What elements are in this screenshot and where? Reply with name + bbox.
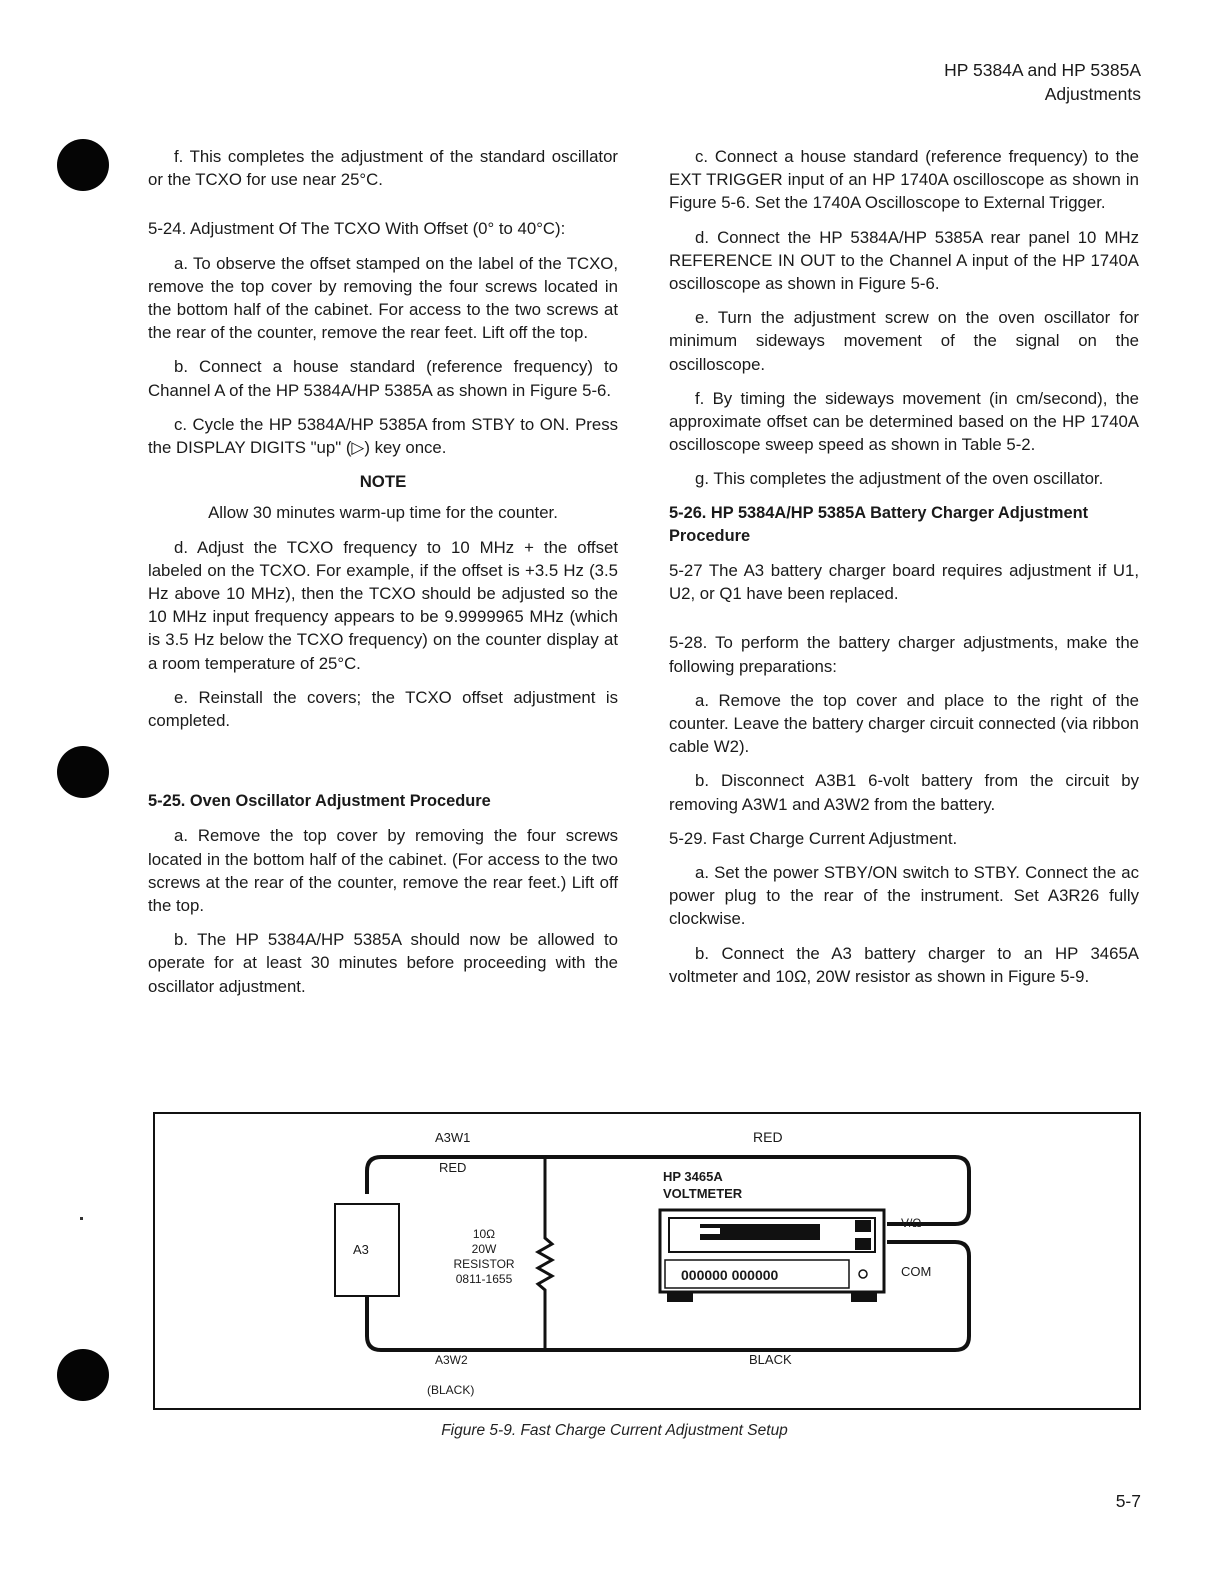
paragraph-e-reinstall-covers: e. Reinstall the covers; the TCXO offset adjustment is completed. xyxy=(148,687,618,731)
terminal-v-ohm: V/Ω xyxy=(901,1216,922,1230)
resistor-label: RESISTOR xyxy=(453,1257,515,1271)
page-number: 5-7 xyxy=(1115,1491,1141,1511)
resistor-value: 10Ω xyxy=(472,1227,496,1241)
label-red-top: RED xyxy=(753,1129,783,1145)
scan-speck xyxy=(80,1217,83,1220)
paragraph-d-adjust-tcxo: d. Adjust the TCXO frequency to 10 MHz + the offset labeled on the TCXO. For example, if the offset is +3.5 Hz (3.5 Hz above 10 MHz), then the TCXO should be adjusted so the 10 MHz input frequency appears to be 9.9999965 MHz (which is 3.5 Hz below the TCXO frequency) on the counter display at a room temperature of 25°C. xyxy=(148,537,618,673)
paragraph-f-standard-oscillator: f. This completes the adjustment of the standard oscillator or the TCXO for use near 25°C. xyxy=(148,147,618,190)
voltmeter-model: HP 3465A xyxy=(663,1169,723,1184)
header-section: Adjustments xyxy=(1044,84,1141,104)
resistor-part-number: 0811-1655 xyxy=(455,1272,513,1286)
paragraph-b-connect-house-standard: b. Connect a house standard (reference frequency) to Channel A of the HP 5384A/HP 5385A as shown in Figure 5-6. xyxy=(148,357,618,400)
terminal-com: COM xyxy=(901,1264,932,1279)
binder-hole-top xyxy=(57,139,109,191)
paragraph-a-remove-top-cover: a. Remove the top cover by removing the four screws located in the bottom half of the cabinet. (For access to the two screws at the rear of the counter, remove the rear feet.) Lift off the top. xyxy=(148,826,618,916)
paragraph-b-disconnect-battery: b. Disconnect A3B1 6-volt battery from the circuit by removing A3W1 and A3W2 from the battery. xyxy=(669,771,1139,814)
binder-hole-middle xyxy=(57,746,109,798)
paragraph-c-cycle-stby: c. Cycle the HP 5384A/HP 5385A from STBY to ON. Press the DISPLAY DIGITS "up" (▷) key once. xyxy=(148,414,618,458)
binder-hole-bottom xyxy=(57,1349,109,1401)
paragraph-a-set-power-switch: a. Set the power STBY/ON switch to STBY. Connect the ac power plug to the rear of the instrument. Set A3R26 fully clockwise. xyxy=(669,863,1139,929)
label-red-left: RED xyxy=(439,1160,467,1175)
paragraph-b-warm-up: b. The HP 5384A/HP 5385A should now be allowed to operate for at least 30 minutes before proceeding with the oscillator adjustment. xyxy=(148,930,618,996)
label-a3: A3 xyxy=(353,1242,369,1257)
paragraph-e-turn-adjustment-screw: e. Turn the adjustment screw on the oven oscillator for minimum sideways movement of the signal on the oscilloscope. xyxy=(669,308,1139,374)
paragraph-a-observe-offset: a. To observe the offset stamped on the label of the TCXO, remove the top cover by removing the four screws located in the bottom half of the cabinet. For access to the two screws at the rear of the counter, remove the rear feet. Lift off the top. xyxy=(148,253,618,343)
paragraph-a-remove-cover: a. Remove the top cover and place to the right of the counter. Leave the battery charger circuit connected (via ribbon cable W2). xyxy=(669,690,1139,757)
voltmeter-label: VOLTMETER xyxy=(663,1186,743,1201)
label-a3w1: A3W1 xyxy=(435,1130,471,1145)
voltmeter-body xyxy=(660,1210,884,1302)
paragraph-f-timing-movement: f. By timing the sideways movement (in cm/second), the approximate offset can be determined based on the HP 1740A oscilloscope sweep speed as shown in Table 5-2. xyxy=(669,388,1139,455)
figure-5-9-box xyxy=(153,1112,1141,1410)
paragraph-5-28: 5-28. To perform the battery charger adjustments, make the following preparations: xyxy=(669,633,1139,676)
right-column xyxy=(669,145,1139,999)
label-black-right: BLACK xyxy=(749,1352,792,1367)
label-black-left: (BLACK) xyxy=(427,1383,475,1397)
voltmeter-display-digits: 000000 000000 xyxy=(681,1267,779,1283)
running-header xyxy=(944,58,1141,106)
paragraph-c-connect-ext-trigger: c. Connect a house standard (reference frequency) to the EXT TRIGGER input of an HP 1740A oscilloscope as shown in Figure 5-6. Set the 1740A Oscilloscope to External Trigger. xyxy=(669,147,1139,213)
wiring-diagram xyxy=(155,1114,1139,1408)
section-5-25-heading: 5-25. Oven Oscillator Adjustment Procedure xyxy=(148,792,491,811)
label-a3w2: A3W2 xyxy=(435,1353,468,1367)
paragraph-g-completes-oven: g. This completes the adjustment of the oven oscillator. xyxy=(695,469,1104,489)
resistor-symbol xyxy=(538,1157,552,1350)
note-title: NOTE xyxy=(359,472,407,492)
section-5-26-heading: 5-26. HP 5384A/HP 5385A Battery Charger Adjustment Procedure xyxy=(669,503,1089,545)
paragraph-5-27: 5-27 The A3 battery charger board requires adjustment if U1, U2, or Q1 have been replaced. xyxy=(669,561,1139,604)
resistor-wattage: 20W xyxy=(471,1242,497,1256)
figure-caption: Figure 5-9. Fast Charge Current Adjustment Setup xyxy=(441,1422,788,1439)
paragraph-5-29: 5-29. Fast Charge Current Adjustment. xyxy=(669,828,958,848)
note-body: Allow 30 minutes warm-up time for the counter. xyxy=(208,503,558,523)
section-5-24-title: 5-24. Adjustment Of The TCXO With Offset (0° to 40°C): xyxy=(148,219,566,239)
paragraph-d-connect-reference: d. Connect the HP 5384A/HP 5385A rear panel 10 MHz REFERENCE IN OUT to the Channel A input of the HP 1740A oscilloscope as shown in Figure 5-6. xyxy=(669,227,1139,294)
paragraph-b-connect-voltmeter: b. Connect the A3 battery charger to an HP 3465A voltmeter and 10Ω, 20W resistor as shown in Figure 5-9. xyxy=(669,943,1139,986)
header-model: HP 5384A and HP 5385A xyxy=(944,60,1141,80)
left-column xyxy=(148,145,618,1009)
